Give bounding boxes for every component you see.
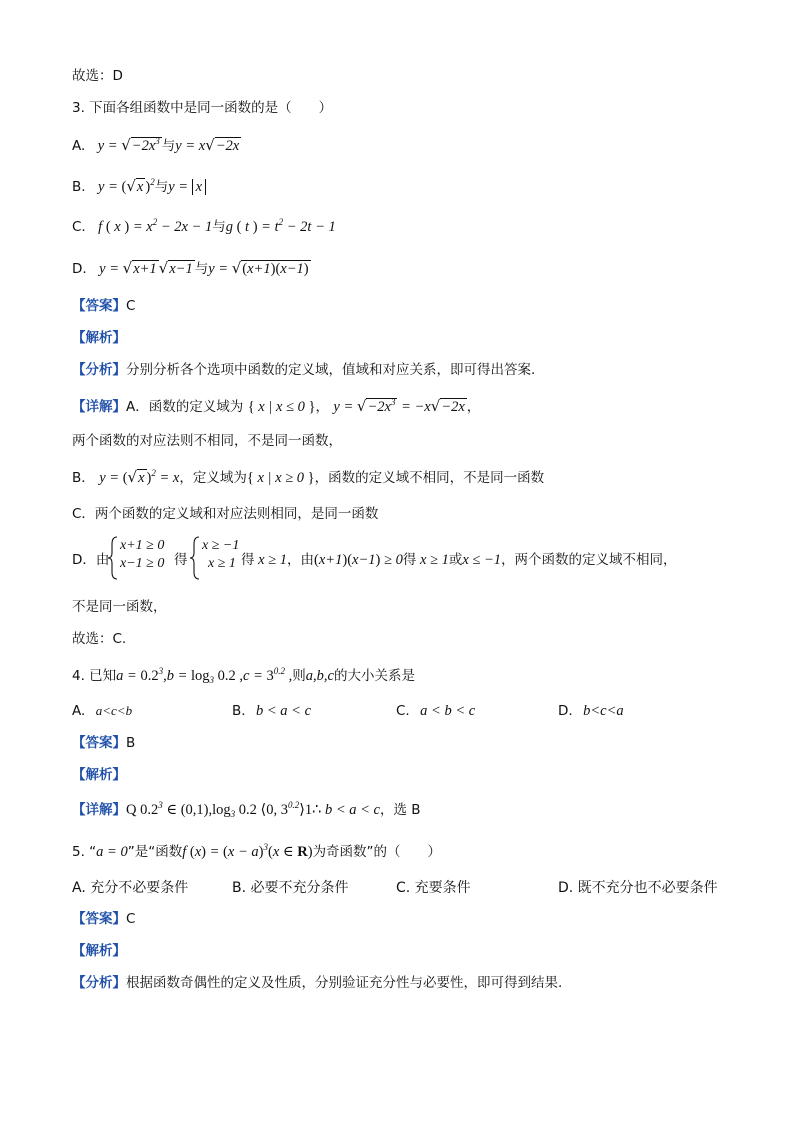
q3-detail-d-post: ，两个函数的定义域不相同，	[501, 552, 677, 568]
q3-detail-b-formula: y = (√x )$^2$ = x	[99, 468, 180, 486]
q3-detail-a-formula: $y = √-2x^3 = -x√-2x$	[333, 397, 465, 415]
q3-detail-b-domain: { x | x ≥ 0 }	[246, 470, 315, 486]
q3-detail-d-line2: 不是同一函数，	[72, 599, 167, 615]
q5-stem-function: f $(x) = (x - a)^3(x$ ∈ R)	[182, 842, 313, 860]
q4-option-c	[396, 701, 475, 721]
q5-stem	[72, 842, 441, 862]
q3-detail-d-product: (x+1)(x−1) ≥ 0	[314, 552, 403, 568]
q3-detail-d-brace-2	[190, 536, 200, 580]
q5-answer-tag: 【答案】	[72, 911, 126, 927]
q3-option-c-formula-1: f ( x ) = $x^2 - 2x - 1$	[98, 217, 213, 235]
q3-option-d	[72, 258, 311, 279]
q4-option-a-label: A.	[72, 703, 86, 719]
q3-detail-d	[72, 550, 109, 570]
q3-fenxi-tag: 【分析】	[72, 362, 126, 378]
q5-stem-condition: a = 0	[96, 844, 128, 860]
q4-detail-tag: 【详解】	[72, 802, 126, 818]
q5-fenxi-line	[72, 973, 562, 993]
q5-stem-mid2: 为奇函数”的（ ）	[312, 844, 442, 860]
q4-stem	[72, 666, 415, 686]
q3-detail-d-de	[174, 550, 188, 570]
q4-option-d-formula: b<c<a	[583, 703, 624, 719]
q3-analysis-tag: 【解析】	[72, 330, 126, 346]
q4-option-d	[558, 701, 624, 721]
q4-option-c-label: C.	[396, 703, 410, 719]
q3-detail-b	[72, 467, 544, 488]
q4-option-c-formula: a < b < c	[420, 703, 476, 719]
q3-detail-d-you: ，由	[287, 552, 315, 568]
q3-detail-a-line2: 两个函数的对应法则不相同，不是同一函数，	[72, 433, 342, 449]
q3-answer-value: C	[126, 298, 136, 314]
q3-option-b-formula-2: y = x	[168, 179, 206, 195]
q3-detail-d-pre: D．由	[72, 552, 110, 568]
q3-option-c-label: C.	[72, 219, 86, 235]
q3-fenxi-line	[72, 360, 535, 380]
q3-option-d-yu: 与	[194, 261, 209, 277]
q3-detail-a-domain: { x | x ≤ 0 }	[247, 399, 316, 415]
q4-option-b-formula: b < a < c	[256, 703, 312, 719]
q5-stem-pre: 5. “	[72, 844, 97, 860]
q4-detail-line	[72, 800, 421, 820]
q4-option-b-label: B.	[232, 703, 246, 719]
q4-option-a-formula: a<c<b	[95, 703, 133, 718]
q3-option-d-formula-1: y = √x+1 √x−1	[99, 259, 193, 277]
q3-option-c-yu: 与	[212, 219, 226, 235]
q3-detail-d-sol-1: x ≥ 1	[416, 552, 449, 568]
q5-answer-line	[72, 909, 135, 929]
q3-detail-tag: 【详解】	[72, 399, 126, 415]
q3-analysis-line	[72, 328, 126, 348]
q4-detail-formula: Q $0.2^3$ ∈ $(0,1),\log_3$ 0.2 ⟨0, $3^{0.2}⟩1\therefore$ b < a < c	[126, 800, 380, 819]
q3-detail-d-sol-2: x ≤ −1	[462, 552, 502, 568]
q3-answer-tag: 【答案】	[72, 298, 126, 314]
q3-detail-a: 【详解】A．函数的定义域为 { x | x ≤ 0 }， $y = √-2x^3 = -x√-2x$ ，	[72, 397, 481, 415]
q5-answer-value: C	[126, 911, 136, 927]
q4-answer-tag: 【答案】	[72, 735, 126, 751]
q3-option-a-formula-2: y = x√−2x	[175, 136, 240, 154]
q3-option-b-formula-1: y = (√x )$^2$	[98, 177, 155, 195]
q4-stem-post: 的大小关系是	[333, 668, 415, 684]
q3-stem: 3. 下面各组函数中是同一函数的是（ ）	[72, 100, 333, 116]
prev-choice-line: 故选：D	[72, 68, 123, 84]
q3-detail-b-pre: B．	[72, 470, 95, 486]
q3-detail-d-rest	[241, 550, 677, 570]
q3-option-d-label: D.	[72, 261, 87, 277]
q3-detail-d-brace-1	[108, 536, 118, 580]
q4-detail-post: ，选 B	[380, 802, 421, 818]
q4-stem-formula: $a = 0.2^3,b = \log_3 0.2$ $,c = 3^{0.2}$ ,则a,b,c	[116, 666, 334, 685]
q4-option-a	[72, 701, 132, 721]
q3-option-c-formula-2: g ( t ) = $t^2 - 2t - 1$	[225, 217, 336, 235]
q5-fenxi-tag: 【分析】	[72, 975, 126, 991]
q4-answer-value: B	[126, 735, 136, 751]
q3-option-a-formula-1: $y = √-2x^3$	[97, 136, 160, 154]
q3-option-a	[72, 135, 241, 156]
q5-option-d: D. 既不充分也不必要条件	[558, 880, 718, 896]
q5-analysis-line	[72, 941, 126, 961]
q3-option-b-yu: 与	[154, 179, 169, 195]
q3-detail-a-text: A．函数的定义域为	[126, 399, 244, 415]
q5-option-b: B. 必要不充分条件	[232, 880, 349, 896]
q4-stem-pre: 4. 已知	[72, 668, 117, 684]
q3-detail-b-mid: ，定义域为	[179, 470, 247, 486]
q3-detail-d-result: x ≥ 1	[254, 552, 288, 568]
q4-analysis-line	[72, 765, 126, 785]
q5-fenxi-text: 根据函数奇偶性的定义及性质，分别验证充分性与必要性，即可得到结果.	[126, 975, 563, 991]
q3-option-a-label: A.	[72, 138, 86, 154]
q3-detail-d-de3: 得	[402, 552, 417, 568]
q4-answer-line	[72, 733, 135, 753]
q3-option-b-label: B.	[72, 179, 86, 195]
q3-detail-d-de-text: 得	[174, 552, 188, 568]
q4-option-d-label: D.	[558, 703, 573, 719]
q4-option-b	[232, 701, 311, 721]
q3-detail-d-system-2: x ≥ −1 x ≥ 1	[202, 538, 240, 571]
q3-detail-c: C．两个函数的定义域和对应法则相同，是同一函数	[72, 506, 379, 522]
q5-option-c: C. 充要条件	[396, 880, 471, 896]
q3-detail-d-de2: 得	[241, 552, 255, 568]
q3-fenxi-text: 分别分析各个选项中函数的定义域，值域和对应关系，即可得出答案.	[126, 362, 536, 378]
q3-option-d-formula-2: y = √(x+1)(x−1)	[208, 259, 309, 277]
q5-analysis-tag: 【解析】	[72, 943, 126, 959]
q3-choice: 故选：C.	[72, 631, 127, 647]
q5-stem-mid1: ”是“函数	[127, 844, 183, 860]
q3-detail-d-huo: 或	[448, 552, 463, 568]
q3-detail-b-post: ，函数的定义域不相同，不是同一函数	[314, 470, 545, 486]
q5-option-a: A. 充分不必要条件	[72, 880, 189, 896]
q3-answer-line	[72, 296, 135, 316]
q3-option-a-yu: 与	[161, 138, 176, 154]
q3-option-b	[72, 176, 206, 197]
q3-detail-d-system-1: x+1 ≥ 0 x−1 ≥ 0	[120, 538, 165, 571]
q4-analysis-tag: 【解析】	[72, 767, 126, 783]
q3-option-c	[72, 217, 336, 237]
